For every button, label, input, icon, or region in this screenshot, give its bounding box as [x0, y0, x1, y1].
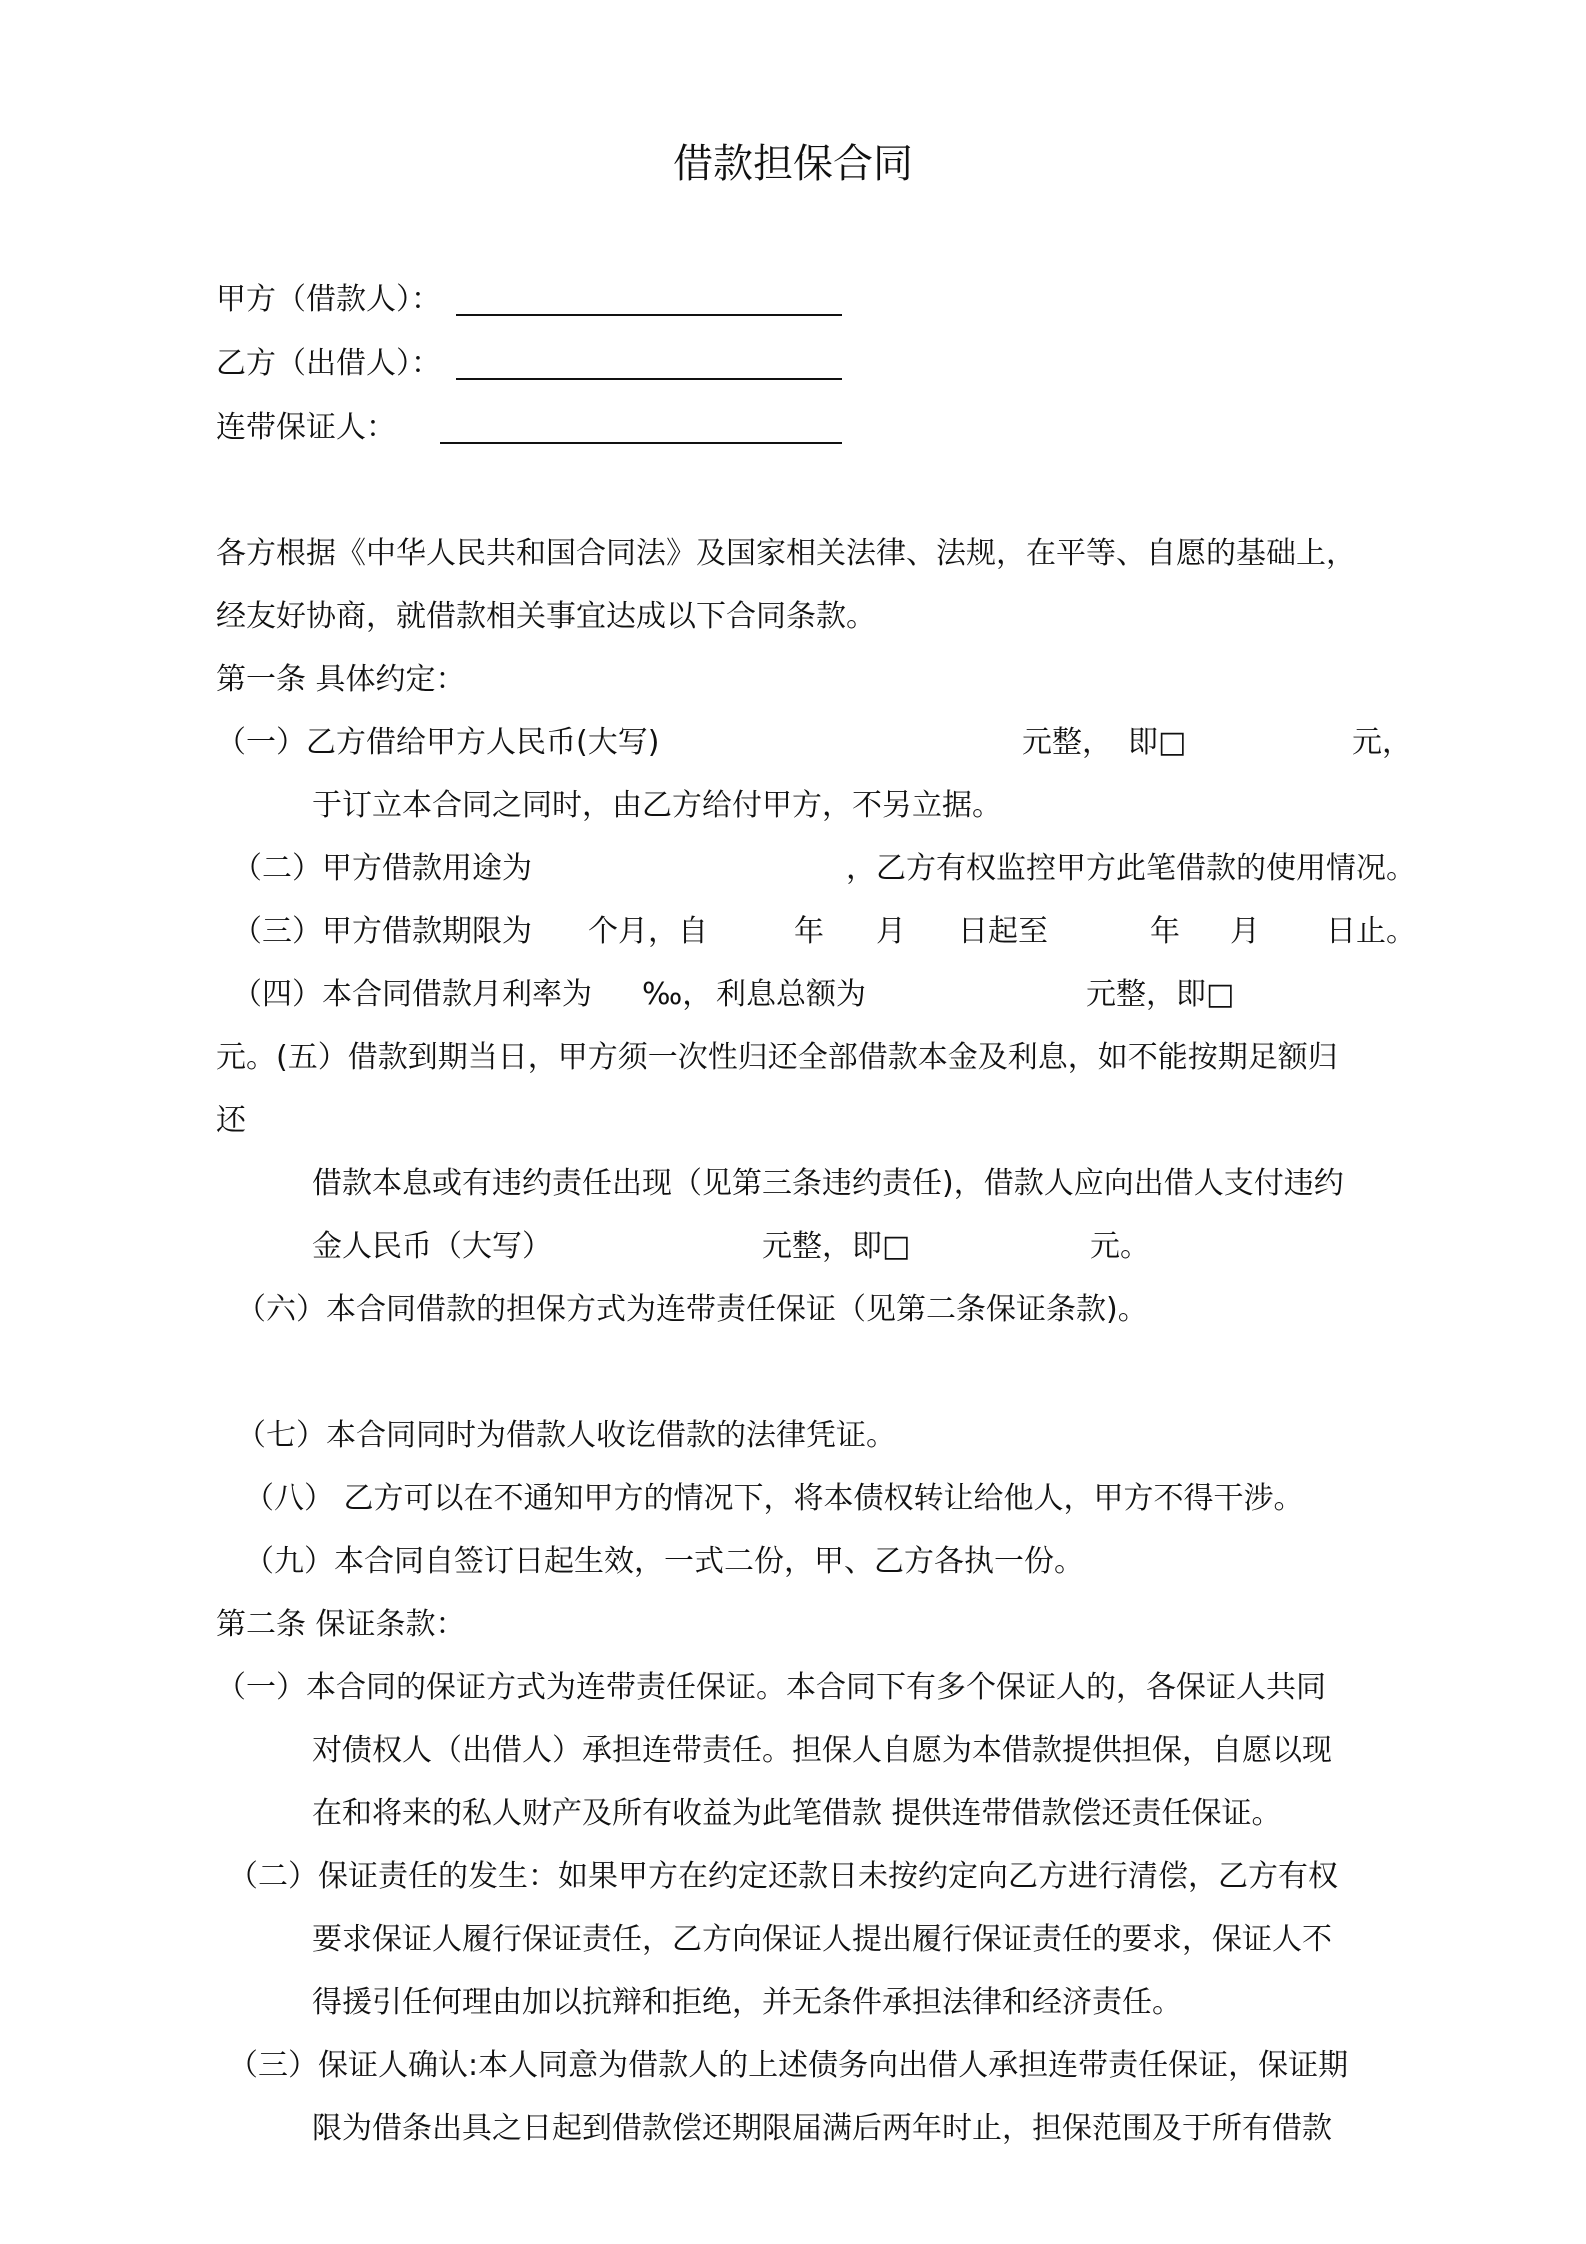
clause-1-1-part: 元整， [1022, 725, 1112, 760]
clause-1-8: （八） 乙方可以在不通知甲方的情况下，将本债权转让给他人，甲方不得干涉。 [244, 1481, 1304, 1516]
clause-1-4-part: 元整，即□ [1086, 977, 1235, 1012]
clause-1-3-part: 日起至 [958, 914, 1048, 949]
clause-1-3-part: 月 [876, 914, 906, 949]
article-1-heading: 第一条 具体约定： [216, 662, 466, 697]
guarantor-blank [440, 442, 842, 444]
clause-1-4-part: 利息总额为 [716, 977, 866, 1012]
clause-1-4-part: （四）本合同借款月利率为 [232, 977, 592, 1012]
clause-1-5-line: 元。(五）借款到期当日，甲方须一次性归还全部借款本金及利息，如不能按期足额归 [216, 1040, 1338, 1075]
clause-1-3-part: 月 [1230, 914, 1260, 949]
clause-1-3-part: 年 [794, 914, 824, 949]
clause-1-1-part: （一）乙方借给甲方人民币(大写) [216, 725, 660, 760]
clause-1-2-part: （二）甲方借款用途为 [232, 851, 532, 886]
clause-1-5-part: 元整，即□ [762, 1229, 911, 1264]
preamble-line: 经友好协商，就借款相关事宜达成以下合同条款。 [216, 599, 876, 634]
clause-2-3-line: 限为借条出具之日起到借款偿还期限届满后两年时止，担保范围及于所有借款 [312, 2111, 1332, 2146]
clause-2-1-line: 在和将来的私人财产及所有收益为此笔借款 提供连带借款偿还责任保证。 [312, 1796, 1282, 1831]
article-2-heading: 第二条 保证条款： [216, 1607, 466, 1642]
clause-1-3-part: （三）甲方借款期限为 [232, 914, 532, 949]
clause-2-3-line: （三）保证人确认:本人同意为借款人的上述债务向出借人承担连带责任保证，保证期 [228, 2048, 1349, 2083]
clause-2-1-line: 对债权人（出借人）承担连带责任。担保人自愿为本借款提供担保，自愿以现 [312, 1733, 1332, 1768]
clause-2-2-line: 得援引任何理由加以抗辩和拒绝，并无条件承担法律和经济责任。 [312, 1985, 1182, 2020]
clause-2-2-line: （二）保证责任的发生：如果甲方在约定还款日未按约定向乙方进行清偿，乙方有权 [228, 1859, 1338, 1894]
clause-1-2-part: ，乙方有权监控甲方此笔借款的使用情况。 [846, 851, 1416, 886]
clause-1-3-part: 日止。 [1326, 914, 1416, 949]
clause-1-3-part: 个月，自 [588, 914, 708, 949]
clause-2-2-line: 要求保证人履行保证责任，乙方向保证人提出履行保证责任的要求，保证人不 [312, 1922, 1332, 1957]
party-b-label: 乙方（出借人）： [216, 346, 441, 381]
preamble-line: 各方根据《中华人民共和国合同法》及国家相关法律、法规，在平等、自愿的基础上， [216, 536, 1356, 571]
clause-1-1-part: 元， [1352, 725, 1412, 760]
clause-1-3-part: 年 [1150, 914, 1180, 949]
clause-1-9: （九）本合同自签订日起生效，一式二份，甲、乙方各执一份。 [244, 1544, 1084, 1579]
clause-1-5-line: 还 [216, 1103, 246, 1138]
party-a-blank [456, 314, 842, 316]
clause-1-1-line: 于订立本合同之同时，由乙方给付甲方，不另立据。 [312, 788, 1002, 823]
clause-2-1-line: （一）本合同的保证方式为连带责任保证。本合同下有多个保证人的，各保证人共同 [216, 1670, 1326, 1705]
clause-1-5-part: 元。 [1090, 1229, 1150, 1264]
clause-1-5-part: 金人民币（大写） [312, 1229, 552, 1264]
clause-1-6: （六）本合同借款的担保方式为连带责任保证（见第二条保证条款)。 [236, 1292, 1148, 1327]
document-title: 借款担保合同 [673, 141, 913, 187]
guarantor-label: 连带保证人： [216, 410, 396, 445]
clause-1-1-part: 即□ [1128, 725, 1187, 760]
clause-1-7: （七）本合同同时为借款人收讫借款的法律凭证。 [236, 1418, 896, 1453]
party-b-blank [456, 378, 842, 380]
clause-1-4-part: ‰， [642, 977, 713, 1012]
clause-1-5-line: 借款本息或有违约责任出现（见第三条违约责任)，借款人应向出借人支付违约 [312, 1166, 1344, 1201]
party-a-label: 甲方（借款人）： [216, 282, 441, 317]
